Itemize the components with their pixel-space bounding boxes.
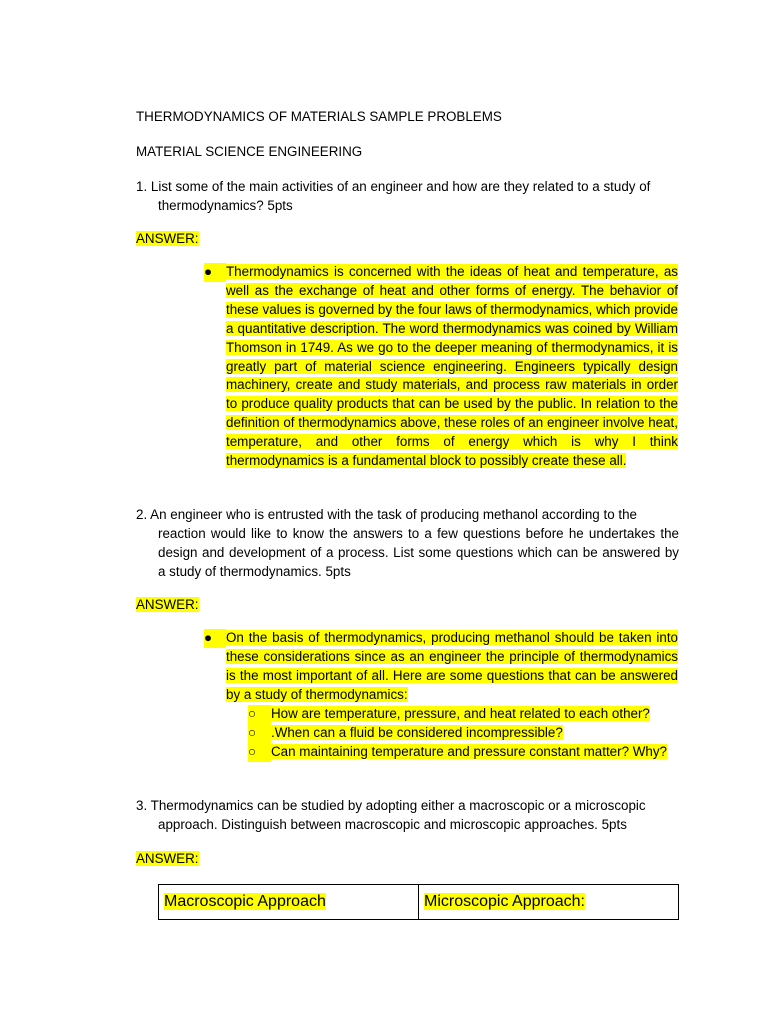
sub-list-item: ○ Can maintaining temperature and pressure constant matter? Why? [248, 743, 678, 762]
answer-1-bullet [204, 263, 678, 471]
sub-list-item: ○ How are temperature, pressure, and heat related to each other? [248, 705, 678, 724]
answer-2-bullet [204, 629, 678, 705]
bullet-icon: ● [204, 629, 226, 648]
approach-table [158, 884, 679, 920]
question-3 [136, 796, 679, 834]
question-2-text-line1: An engineer who is entrusted with the task of producing methanol according to the [150, 507, 637, 522]
bullet-icon: ● [204, 263, 226, 282]
question-3-text-line2: approach. Distinguish between macroscopic and microscopic approaches. 5pts [158, 817, 627, 832]
answer-label-3: ANSWER: [136, 851, 199, 866]
circle-bullet-icon: ○ [248, 705, 271, 724]
question-3-number: 3. [136, 798, 148, 813]
question-1 [136, 177, 679, 215]
circle-bullet-icon: ○ [248, 724, 271, 743]
question-2-number: 2. [136, 507, 148, 522]
question-2-text-rest: reaction would like to know the answers to a few questions before he undertakes the design and development of a process. List some questions which can be answered by a study of thermodynamics. 5pts [158, 526, 679, 579]
answer-label-1: ANSWER: [136, 231, 199, 246]
table-row [159, 885, 679, 920]
table-header-microscopic: Microscopic Approach: [419, 885, 679, 920]
answer-label-2: ANSWER: [136, 597, 199, 612]
answer-1-text: Thermodynamics is concerned with the ideas of heat and temperature, as well as the exchange of heat and other forms of energy. The behavior of these values is governed by the four laws of thermodynamics, which provide a quantitative description. The word thermodynamics was coined by William Thomson in 1749. As we go to the deeper meaning of thermodynamics, it is greatly part of material science engineering. Engineers typically design machinery, create and study materials, and process raw materials in order to produce quality products that can be used by the public. In relation to the definition of thermodynamics above, these roles of an engineer involve heat, temperature, and other forms of energy which is why I think thermodynamics is a fundamental block to possibly create these all. [226, 264, 678, 469]
document-title: THERMODYNAMICS OF MATERIALS SAMPLE PROBLEMS [136, 109, 502, 124]
sub-list-item: ○ .When can a fluid be considered incompressible? [248, 724, 678, 743]
question-1-number: 1. [136, 179, 148, 194]
question-2 [136, 505, 679, 581]
question-3-text-line1: Thermodynamics can be studied by adopting either a macroscopic or a microscopic [150, 798, 646, 813]
circle-bullet-icon: ○ [248, 743, 271, 762]
answer-2-text: On the basis of thermodynamics, producing methanol should be taken into these considerations since as an engineer the principle of thermodynamics is the most important of all. Here are some questions that can be answered by a study of thermodynamics: [226, 630, 678, 702]
table-header-macroscopic: Macroscopic Approach [159, 885, 419, 920]
document-subtitle: MATERIAL SCIENCE ENGINEERING [136, 144, 363, 159]
question-1-text-line1: List some of the main activities of an engineer and how are they related to a study of [150, 179, 651, 194]
question-1-text-line2: thermodynamics? 5pts [158, 198, 293, 213]
answer-2-sub-list [248, 705, 678, 762]
